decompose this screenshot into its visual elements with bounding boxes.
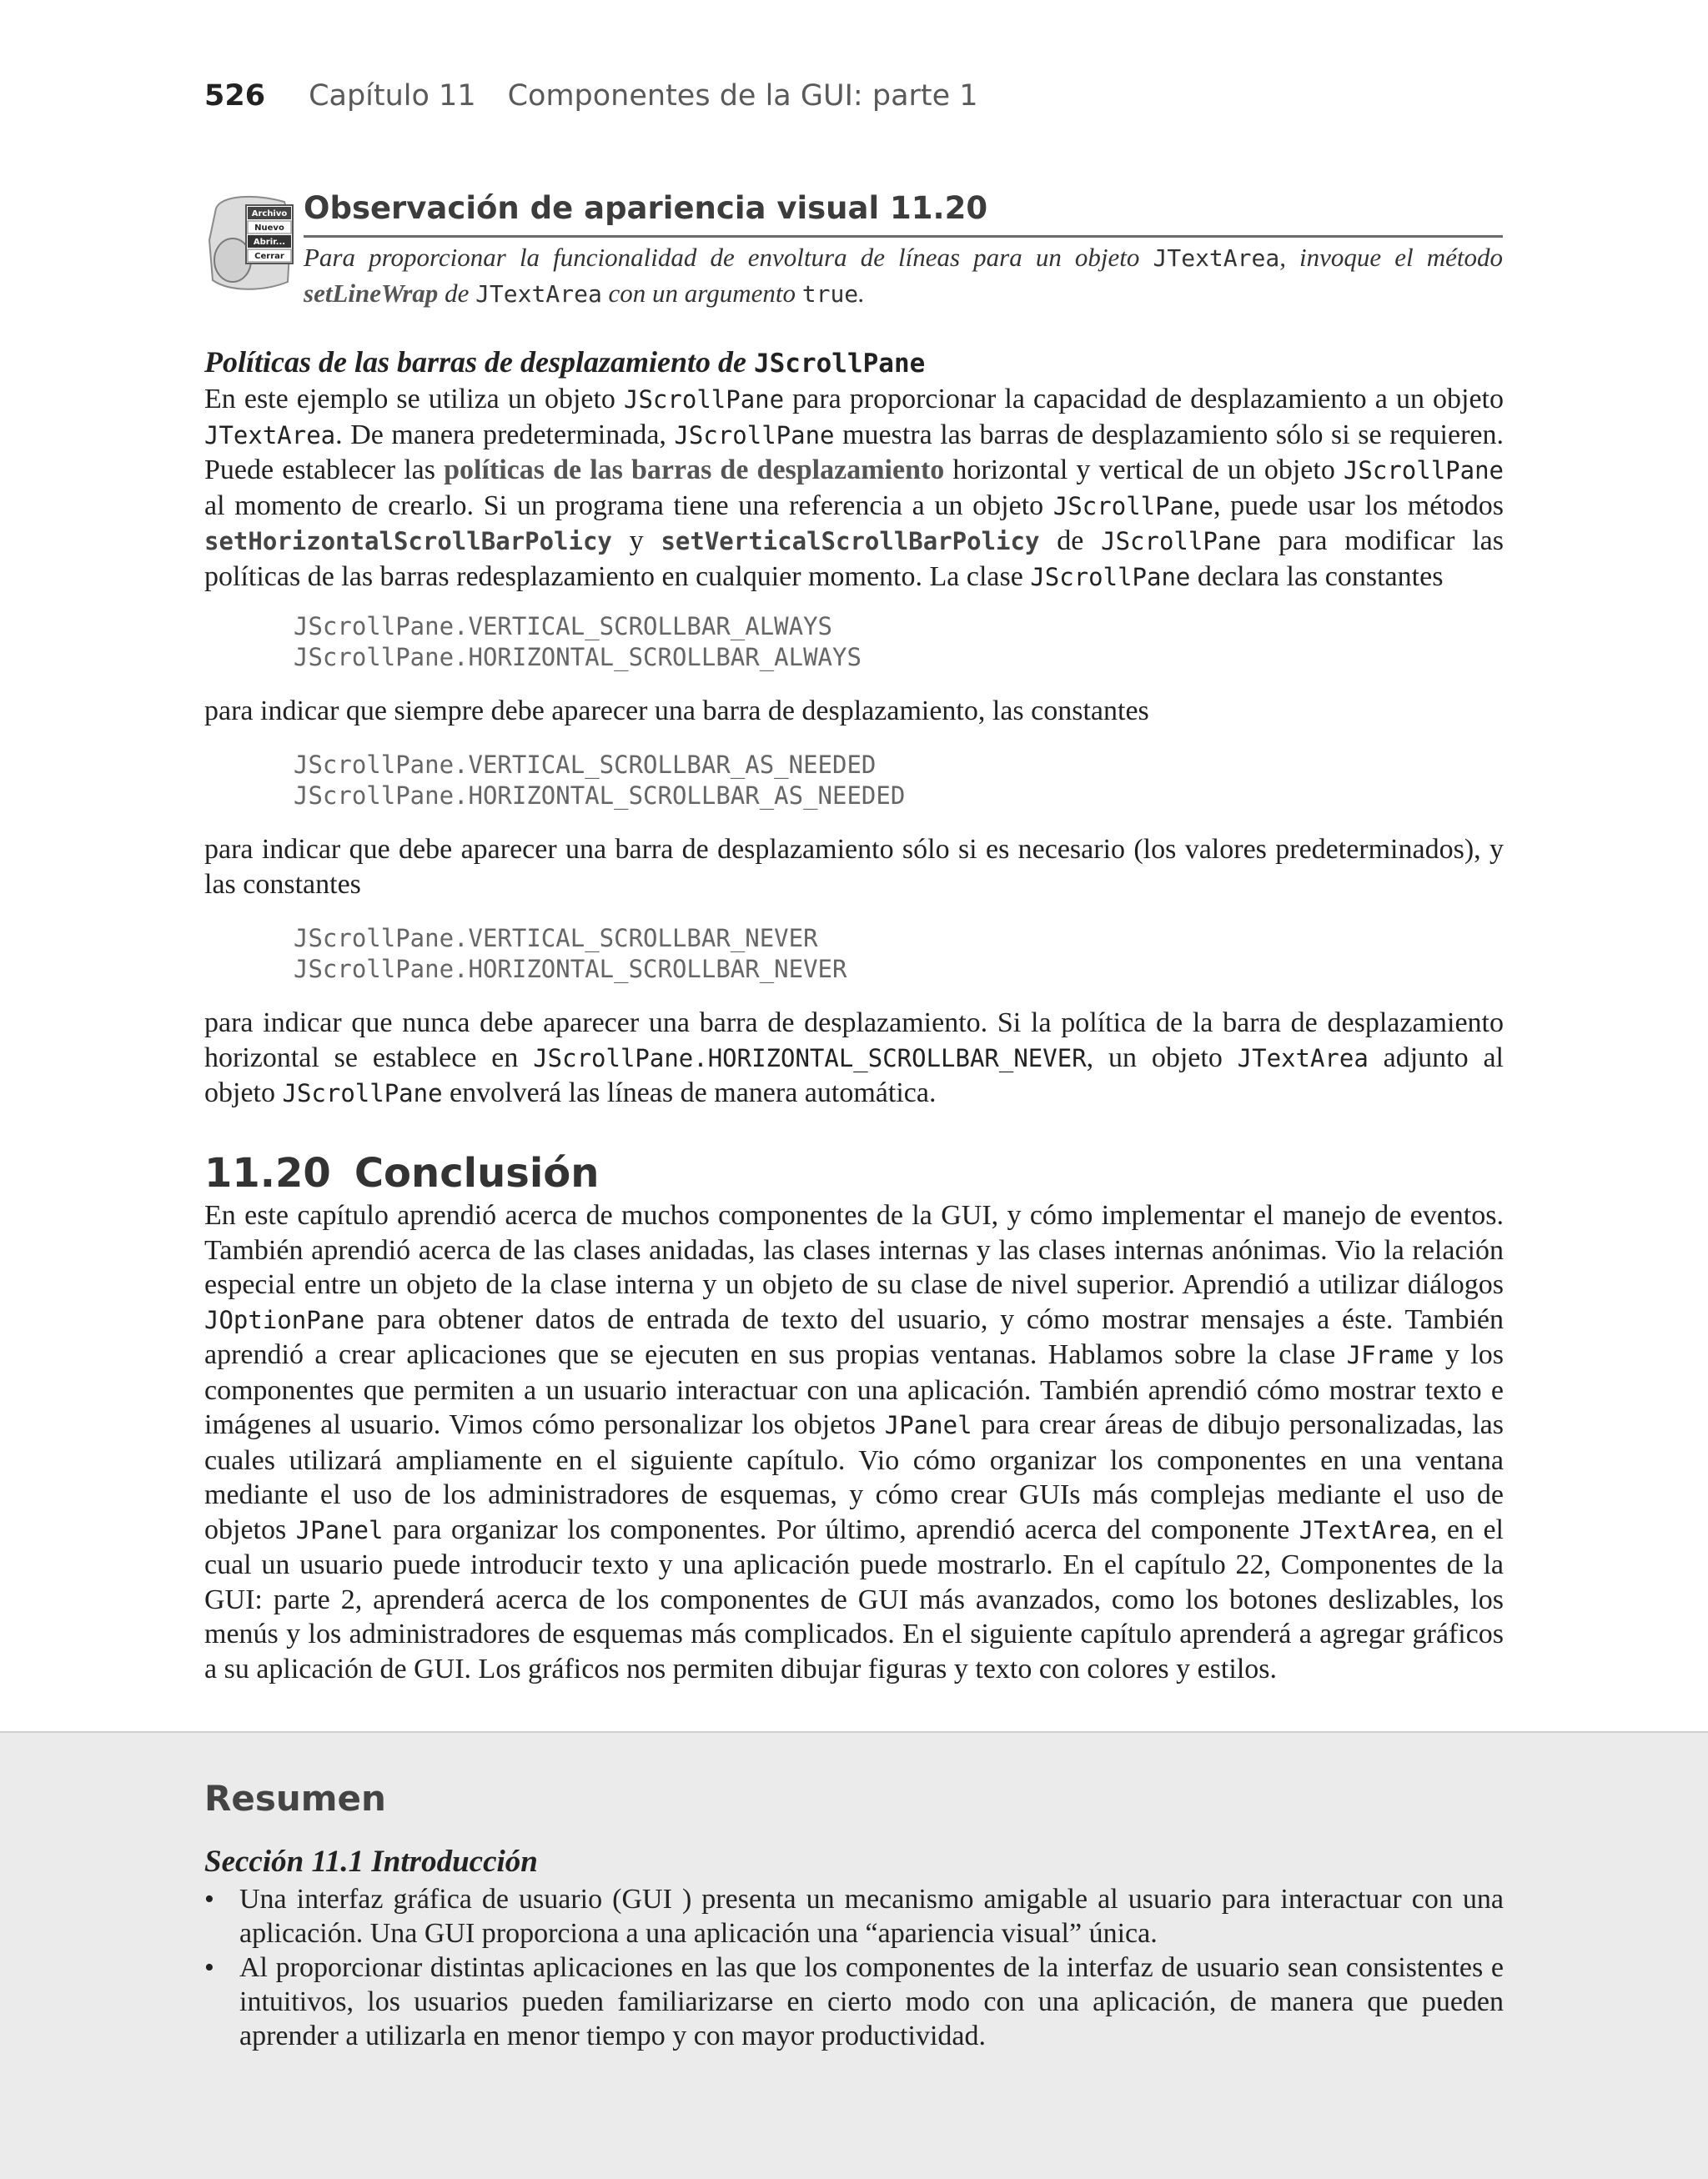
running-head	[204, 79, 978, 121]
section-heading: 11.20 Conclusión	[204, 1150, 600, 1197]
list-item: • Una interfaz gráfica de usuario (GUI ) presenta un mecanismo amigable al usuario para interactuar con una aplicación. Una GUI proporciona a una aplicación una “apariencia visual” única.	[204, 1884, 1504, 1949]
list-item: • Al proporcionar distintas aplicaciones en las que los componentes de la interfaz de usuario sean consistentes e intuitivos, los usuarios pueden familiarizarse en cierto modo con una aplicación, de manera que pueden aprender a utilizarla en menor tiempo y con mayor productividad.	[204, 1952, 1504, 2051]
summary-heading: Resumen	[204, 1778, 386, 1819]
summary-list	[204, 1882, 1504, 2053]
policies-paragraph-2: para indicar que siempre debe aparecer una barra de desplazamiento, las constantes	[204, 695, 1149, 726]
policies-paragraph-1: En este ejemplo se utiliza un objeto JScrollPane para proporcionar la capacidad de desplazamiento a un objeto JTextArea. De manera predeterminada, JScrollPane muestra las barras de desplazamiento sólo si se requieren. Puede establecer las políticas de las barras de desplazamiento horizontal y vertical de un objeto JScrollPane al momento de crearlo. Si un programa tiene una referencia a un objeto JScrollPane, puede usar los métodos setHorizontalScrollBarPolicy y setVerticalScrollBarPolicy de JScrollPane para modificar las políticas de las barras redesplazamiento en cualquier momento. La clase JScrollPane declara las constantes	[204, 384, 1505, 592]
icon-menu-item: Nuevo	[254, 223, 284, 233]
chapter-label: Capítulo 11	[309, 79, 476, 113]
observation-text: Para proporcionar la funcionalidad de envoltura de líneas para un objeto JTextArea, invoque el método setLineWrap de JTextArea con un argumento true.	[304, 243, 1503, 308]
conclusion-paragraph: En este capítulo aprendió acerca de muchos componentes de la GUI, y cómo implementar el manejo de eventos. También aprendió acerca de las clases anidadas, las clases internas y las clases internas anónimas. Vio la relación especial entre un objeto de la clase interna y un objeto de su clase de nivel superior. Aprendió a utilizar diálogos JOptionPane para obtener datos de entrada de texto del usuario, y cómo mostrar mensajes a éste. También aprendió a crear aplicaciones que se ejecuten en sus propias ventanas. Hablamos sobre la clase JFrame y los componentes que permiten a un usuario interactuar con una aplicación. También aprendió cómo mostrar texto e imágenes al usuario. Vimos cómo personalizar los objetos JPanel para crear áreas de dibujo personalizadas, las cuales utilizará ampliamente en el siguiente capítulo. Vio cómo organizar los componentes en una ventana mediante el uso de los administradores de esquemas, y cómo crear GUIs más complejas mediante el uso de objetos JPanel para organizar los componentes. Por último, aprendió acerca del componente JTextArea, en el cual un usuario puede introducir texto y una aplicación puede mostrarlo. En el capítulo 22, Componentes de la GUI: parte 2, aprenderá acerca de los componentes de GUI más avanzados, como los botones deslizables, los menús y los administradores de esquemas más complicados. En el siguiente capítulo aprenderá a agregar gráficos a su aplicación de GUI. Los gráficos nos permiten dibujar figuras y texto con colores y estilos.	[204, 1200, 1505, 1684]
policies-paragraph-4: para indicar que nunca debe aparecer una barra de desplazamiento. Si la política de la barra de desplazamiento horizontal se establece en JScrollPane.HORIZONTAL_SCROLLBAR_NEVER, un objeto JTextArea adjunto al objeto JScrollPane envolverá las líneas de manera automática.	[204, 1007, 1504, 1108]
chapter-title: Componentes de la GUI: parte 1	[507, 79, 978, 113]
icon-menu-item: Cerrar	[254, 252, 284, 261]
icon-menu-item: Abrir...	[253, 238, 286, 247]
page-number: 526	[204, 79, 266, 113]
code-block-never: JScrollPane.VERTICAL_SCROLLBAR_NEVER JScrollPane.HORIZONTAL_SCROLLBAR_NEVER	[294, 924, 847, 983]
policies-heading: Políticas de las barras de desplazamiento de JScrollPane	[204, 345, 926, 379]
code-block-always: JScrollPane.VERTICAL_SCROLLBAR_ALWAYS JScrollPane.HORIZONTAL_SCROLLBAR_ALWAYS	[294, 612, 862, 671]
policies-paragraph-3: para indicar que debe aparecer una barra de desplazamiento sólo si es necesario (los valores predeterminados), y las constantes	[204, 834, 1504, 900]
icon-menu-item: Archivo	[251, 209, 288, 218]
code-block-as-needed: JScrollPane.VERTICAL_SCROLLBAR_AS_NEEDED JScrollPane.HORIZONTAL_SCROLLBAR_AS_NEEDED	[294, 751, 906, 810]
summary-section-heading: Sección 11.1 Introducción	[204, 1845, 538, 1879]
menu-window-icon	[204, 190, 298, 295]
observation-title: Observación de apariencia visual 11.20	[304, 188, 1503, 238]
